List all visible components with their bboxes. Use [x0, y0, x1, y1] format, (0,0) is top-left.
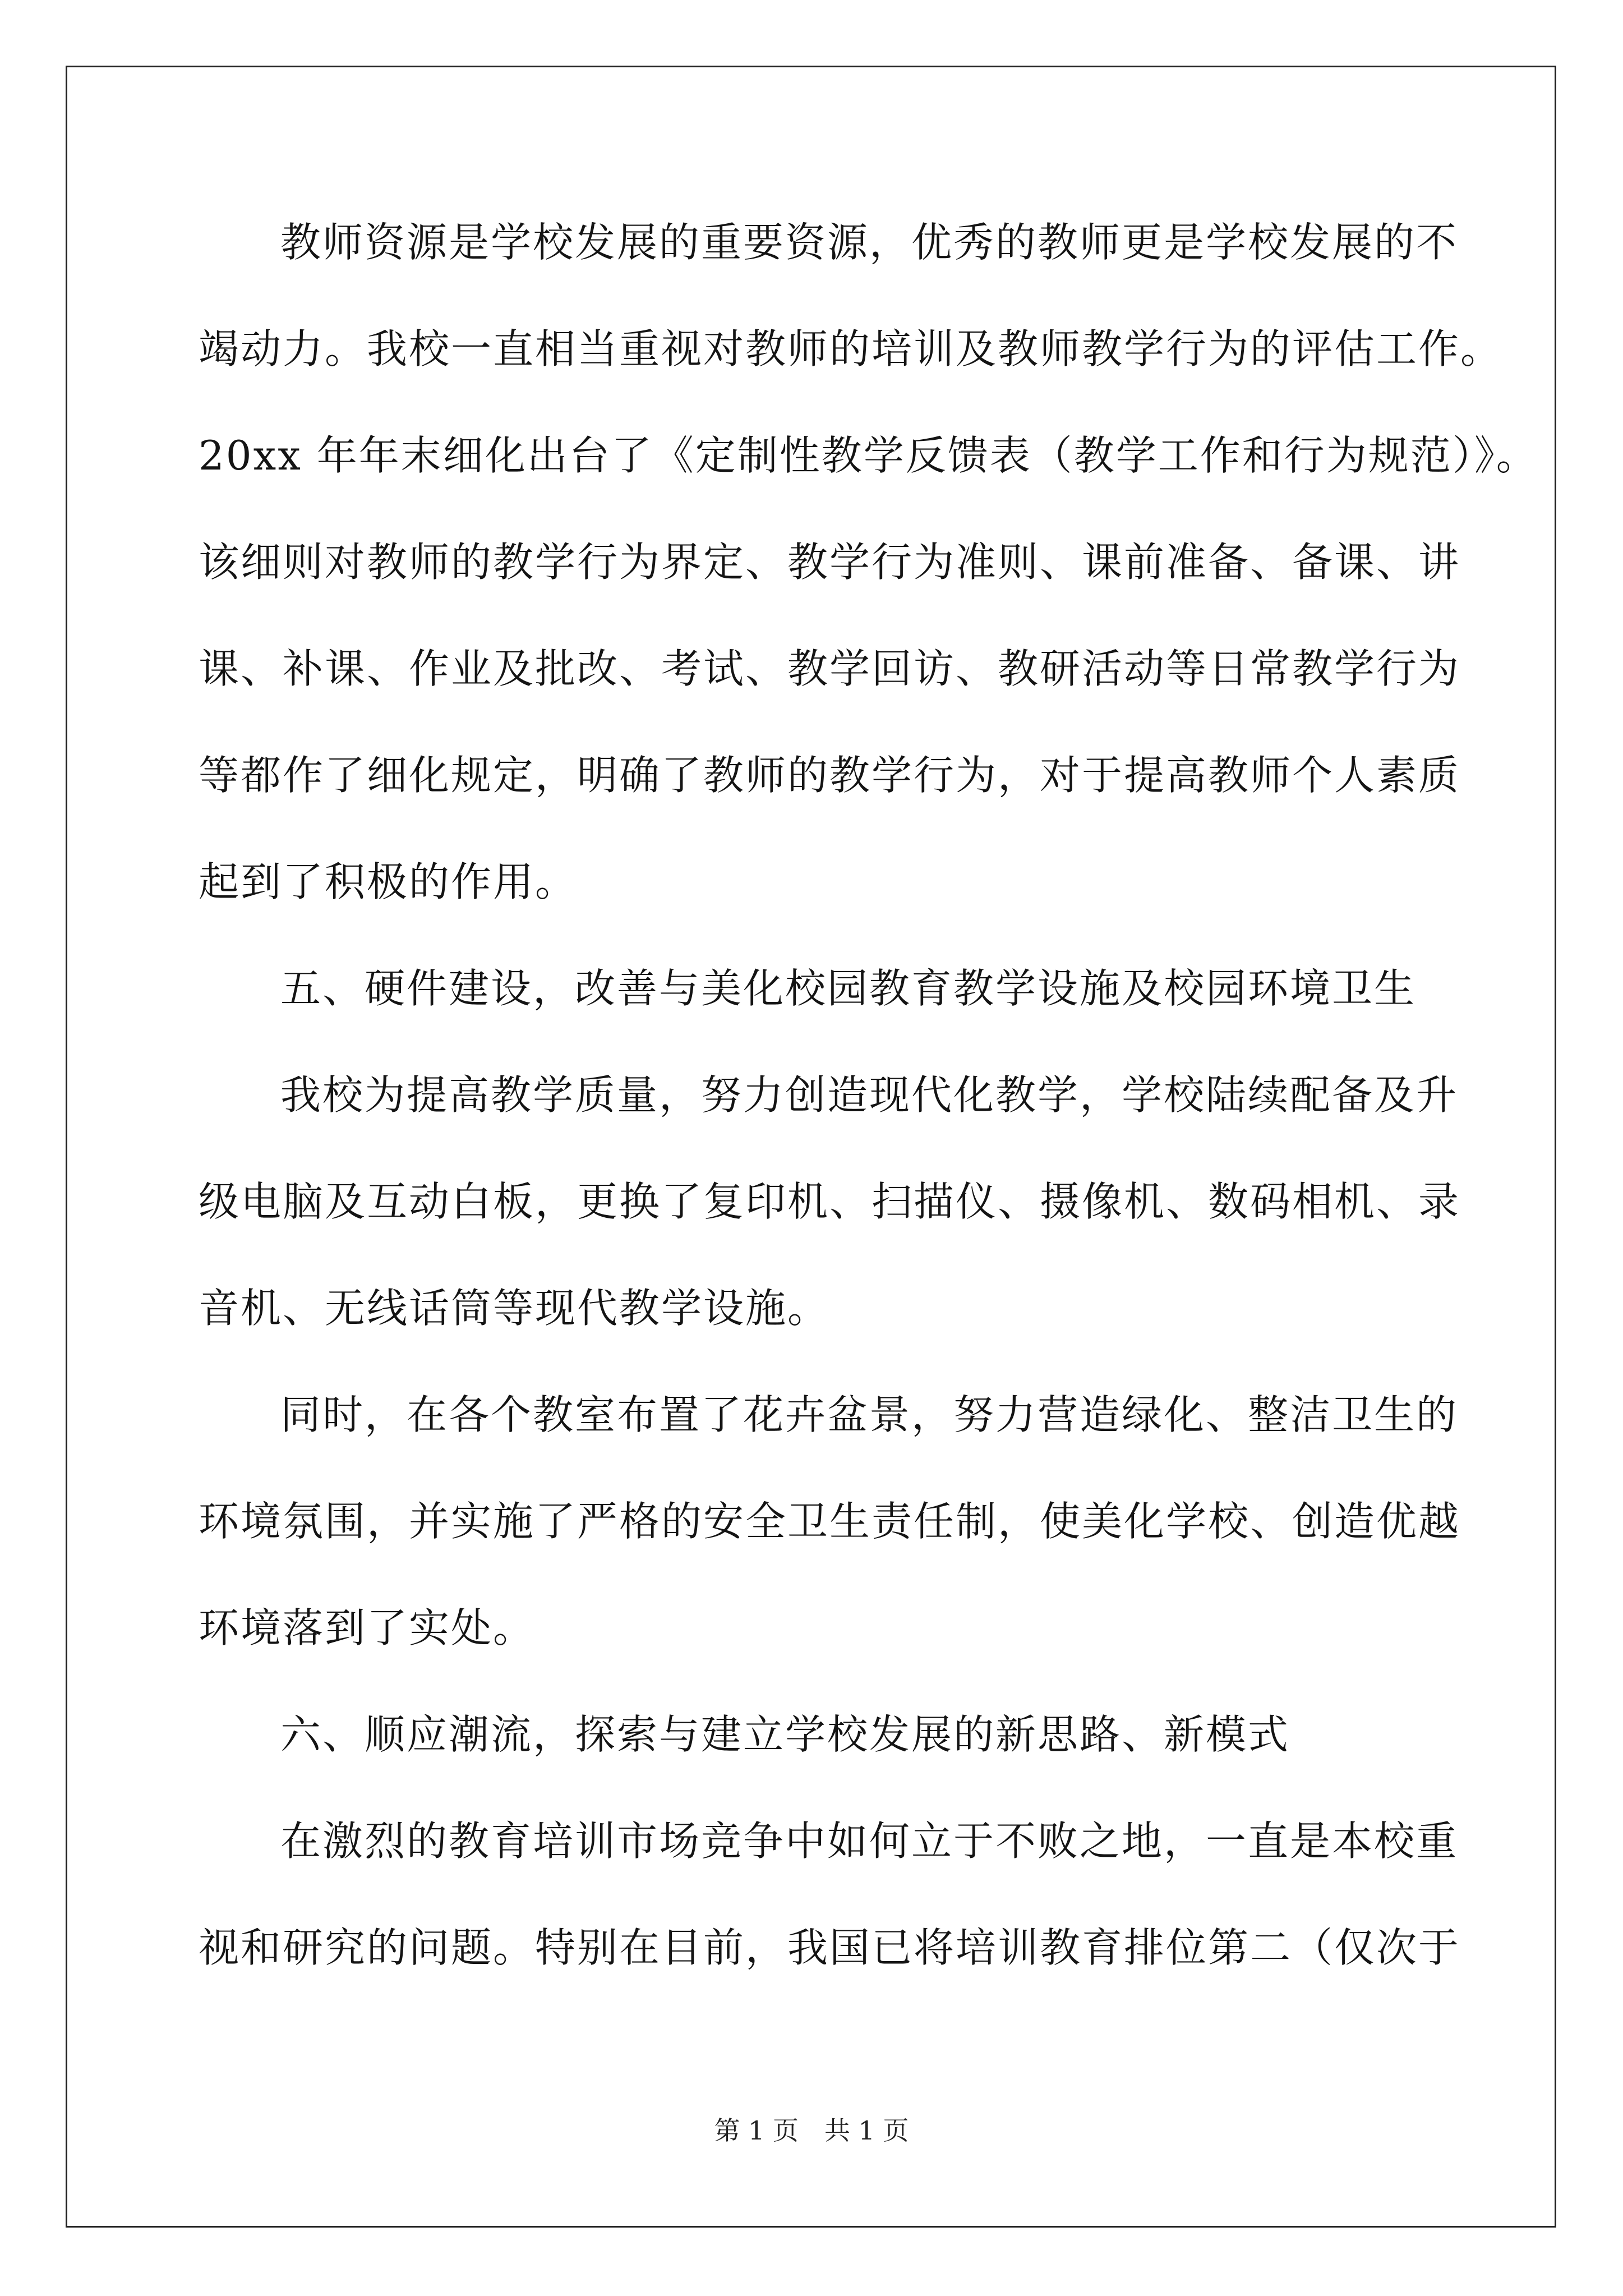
- text-line: 竭动力。我校一直相当重视对教师的培训及教师教学行为的评估工作。: [199, 325, 1503, 372]
- text-line: 20xx 年年末细化出台了《定制性教学反馈表（教学工作和行为规范）》。: [199, 432, 1538, 479]
- section-heading-5: 五、硬件建设，改善与美化校园教育教学设施及校园环境卫生: [280, 965, 1417, 1012]
- text-line: 起到了积极的作用。: [199, 858, 578, 905]
- text-line: 课、补课、作业及批改、考试、教学回访、教研活动等日常教学行为: [199, 645, 1461, 692]
- text-line: 我校为提高教学质量，努力创造现代化教学，学校陆续配备及升: [280, 1071, 1459, 1119]
- text-line: 该细则对教师的教学行为界定、教学行为准则、课前准备、备课、讲: [199, 539, 1461, 586]
- page-footer: 第 1 页 共 1 页: [714, 2115, 909, 2146]
- text-line: 音机、无线话筒等现代教学设施。: [199, 1285, 830, 1332]
- text-line: 级电脑及互动白板，更换了复印机、扫描仪、摄像机、数码相机、录: [199, 1178, 1461, 1225]
- text-line: 等都作了细化规定，明确了教师的教学行为，对于提高教师个人素质: [199, 752, 1461, 799]
- text-line: 视和研究的问题。特别在目前，我国已将培训教育排位第二（仅次于: [199, 1924, 1461, 1971]
- page-border: [66, 66, 1556, 2228]
- text-line: 同时，在各个教室布置了花卉盆景，努力营造绿化、整洁卫生的: [280, 1391, 1459, 1438]
- section-heading-6: 六、顺应潮流，探索与建立学校发展的新思路、新模式: [280, 1711, 1290, 1758]
- text-line: 环境氛围，并实施了严格的安全卫生责任制，使美化学校、创造优越: [199, 1498, 1461, 1545]
- text-line: 环境落到了实处。: [199, 1604, 536, 1651]
- text-line: 教师资源是学校发展的重要资源，优秀的教师更是学校发展的不: [280, 219, 1459, 266]
- text-line: 在激烈的教育培训市场竞争中如何立于不败之地，一直是本校重: [280, 1818, 1459, 1865]
